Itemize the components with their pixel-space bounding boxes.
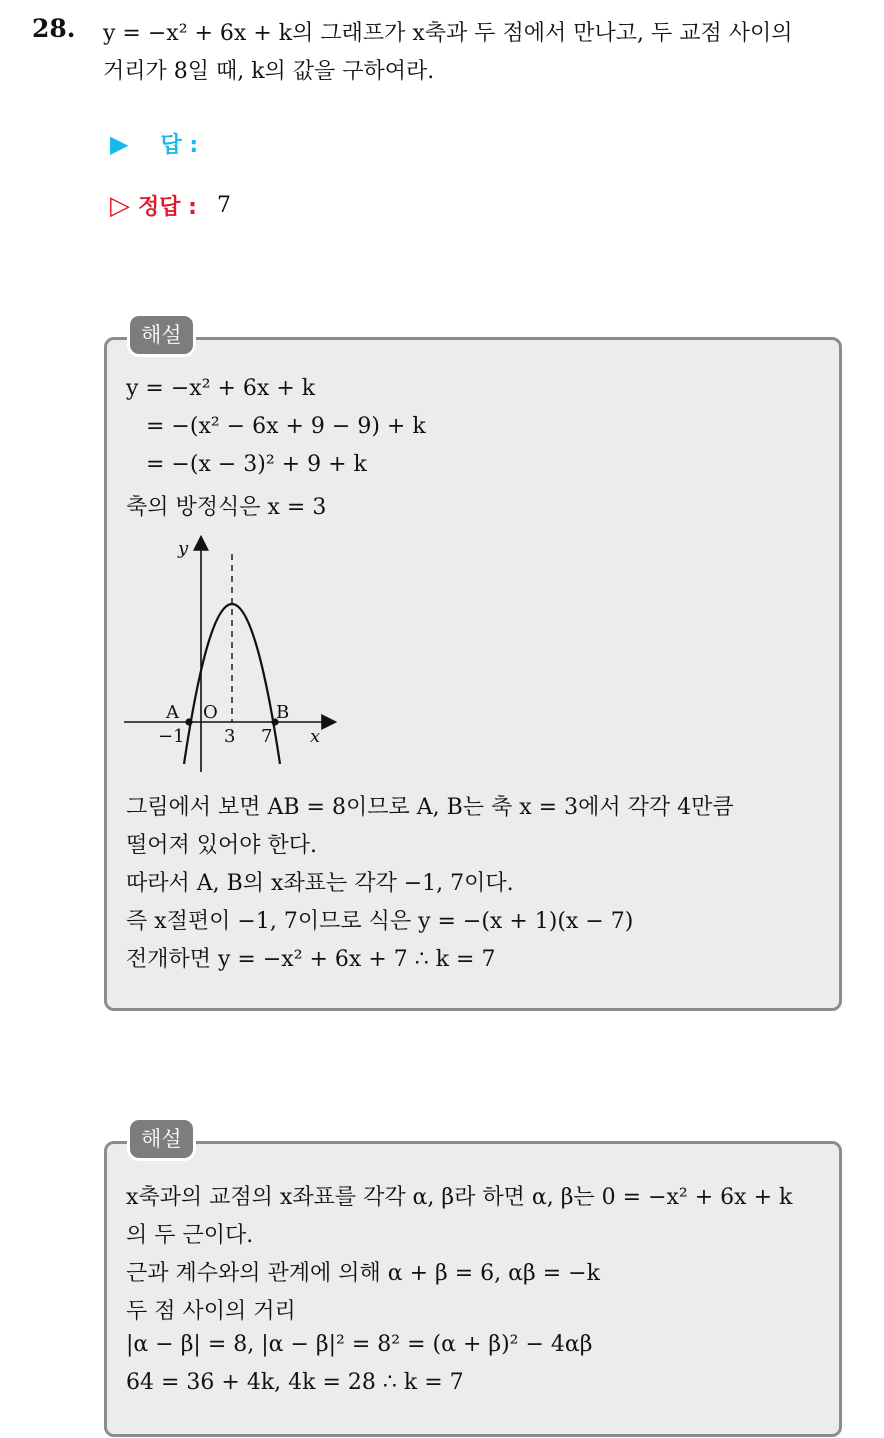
x-axis-label: x — [310, 726, 321, 747]
parabola-graph — [118, 528, 348, 780]
question-text-line-2: 거리가 8일 때, k의 값을 구하여라. — [103, 59, 435, 84]
outline-play-icon: ▷ — [110, 190, 130, 221]
answer-label: 답 : — [160, 133, 199, 158]
correct-answer-row — [110, 190, 231, 221]
correct-answer-label: 정답 : — [138, 195, 197, 220]
tick-a-label: −1 — [158, 726, 185, 747]
answer-row — [110, 128, 212, 159]
y-axis-label: y — [178, 538, 189, 559]
solution2-line-4: 두 점 사이의 거리 — [126, 1299, 296, 1324]
solution2-line-2: 의 두 근이다. — [126, 1223, 254, 1248]
solution-tag-1: 해설 — [130, 316, 193, 354]
solution2-line-1: x축과의 교점의 x좌표를 각각 α, β라 하면 α, β는 0 = −x² + 6x + k — [126, 1185, 793, 1210]
question-number: 28. — [32, 14, 76, 43]
solution1-line-1: y = −x² + 6x + k — [126, 376, 316, 401]
solution1-explanation-4: 즉 x절편이 −1, 7이므로 식은 y = −(x + 1)(x − 7) — [126, 909, 634, 934]
solution2-line-6: 64 = 36 + 4k, 4k = 28 ∴ k = 7 — [126, 1370, 464, 1395]
origin-label: O — [203, 702, 218, 723]
solution1-explanation-1: 그림에서 보면 AB = 8이므로 A, B는 축 x = 3에서 각각 4만큼 — [126, 795, 734, 820]
point-a-label: A — [166, 702, 179, 723]
solution1-line-4: 축의 방정식은 x = 3 — [126, 495, 327, 520]
solution1-explanation-3: 따라서 A, B의 x좌표는 각각 −1, 7이다. — [126, 871, 514, 896]
solution2-line-5: |α − β| = 8, |α − β|² = 8² = (α + β)² − 4αβ — [126, 1332, 593, 1357]
solution2-line-3: 근과 계수와의 관계에 의해 α + β = 6, αβ = −k — [126, 1261, 600, 1286]
solution1-explanation-2: 떨어져 있어야 한다. — [126, 833, 317, 858]
play-icon: ▶ — [110, 129, 129, 158]
question-text-line-1: y = −x² + 6x + k의 그래프가 x축과 두 점에서 만나고, 두 교점 사이의 — [103, 21, 793, 46]
tick-b-label: 7 — [261, 726, 273, 747]
tick-vertex-label: 3 — [224, 726, 236, 747]
solution1-line-2: = −(x² − 6x + 9 − 9) + k — [146, 414, 426, 439]
solution-tag-2: 해설 — [130, 1120, 193, 1158]
point-b-label: B — [276, 702, 290, 723]
point-a-dot — [185, 718, 192, 725]
solution1-explanation-5: 전개하면 y = −x² + 6x + 7 ∴ k = 7 — [126, 947, 496, 972]
correct-answer-value: 7 — [216, 193, 231, 218]
solution1-line-3: = −(x − 3)² + 9 + k — [146, 452, 367, 477]
